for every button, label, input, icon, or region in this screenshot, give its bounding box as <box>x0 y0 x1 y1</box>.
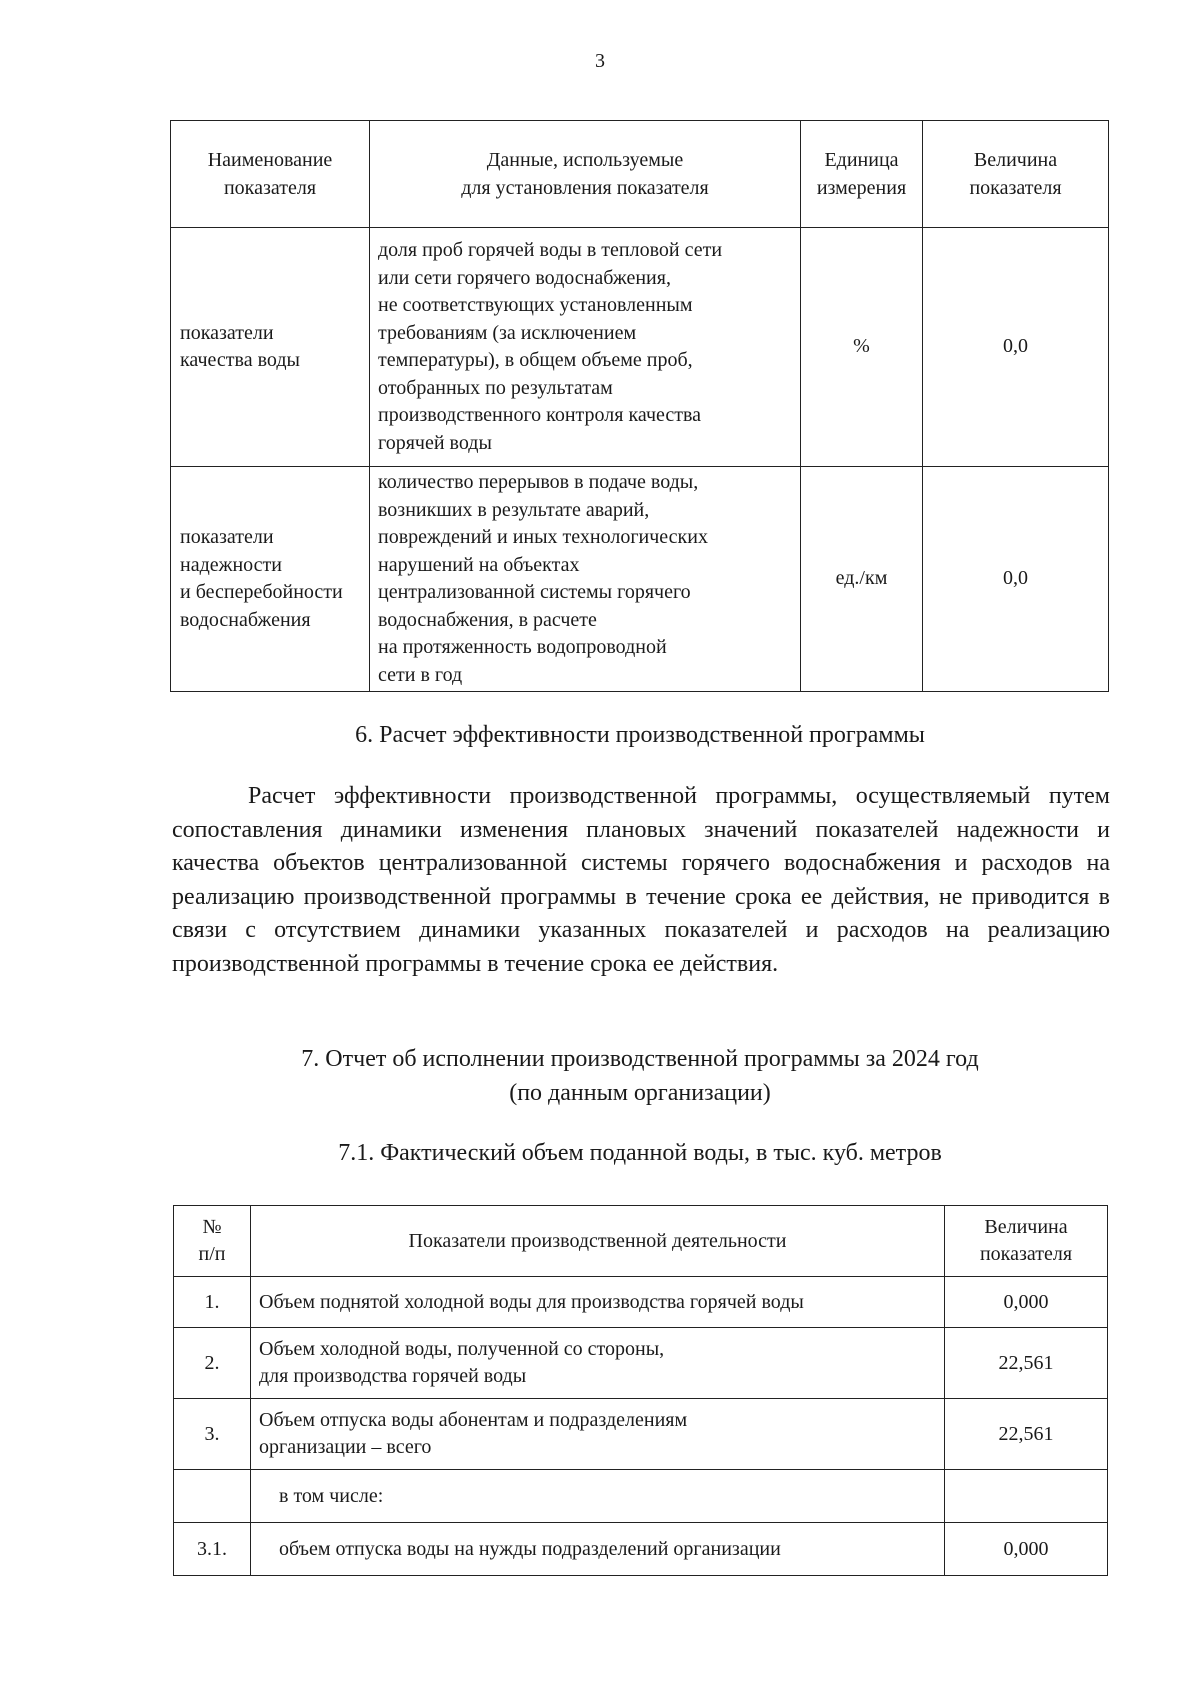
section-6-paragraph: Расчет эффективности производственной программы, осуществляемый путем сопоставления динамики изменения плановых значений показателей надежности и качества объектов централизованной системы горячего водоснабжения и расходов на реализацию производственной программы в течение срока ее действия, не приводится в связи с отсутствием динамики указанных показателей и расходов на реализацию производственной программы в течение срока ее действия. <box>172 783 1110 977</box>
quality-indicators-table <box>170 120 1109 692</box>
row-indicator: Объем поднятой холодной воды для производства горячей воды <box>251 1277 945 1328</box>
section-7-title-line1: 7. Отчет об исполнении производственной программы за 2024 год <box>301 1046 979 1072</box>
indicator-value: 0,0 <box>923 228 1109 467</box>
indicator-name: показатели качества воды <box>171 228 370 467</box>
row-num: 2. <box>174 1328 251 1399</box>
table-row <box>174 1328 1108 1399</box>
indicator-description: доля проб горячей воды в тепловой сети или сети горячего водоснабжения, не соответствующих установленным требованиям (за исключением температуры), в общем объеме проб, отобранных по результатам производственного контроля качества горячей воды <box>370 228 801 467</box>
row-indicator: Объем отпуска воды абонентам и подразделениям организации – всего <box>251 1399 945 1470</box>
row-num <box>174 1470 251 1523</box>
section-7-title-line2: (по данным организации) <box>509 1080 771 1106</box>
table-row <box>174 1470 1108 1523</box>
section-7-title <box>0 1042 1200 1110</box>
row-num: 1. <box>174 1277 251 1328</box>
indicator-unit: % <box>801 228 923 467</box>
table-row <box>174 1399 1108 1470</box>
table-header-row <box>171 121 1109 228</box>
row-num: 3.1. <box>174 1523 251 1576</box>
section-6-title: 6. Расчет эффективности производственной программы <box>355 722 925 748</box>
table-row <box>174 1277 1108 1328</box>
table-header-row <box>174 1206 1108 1277</box>
indicator-unit: ед./км <box>801 467 923 692</box>
row-value: 22,561 <box>945 1399 1108 1470</box>
row-indicator: в том числе: <box>251 1470 945 1523</box>
header-data: Данные, используемые для установления показателя <box>370 121 801 228</box>
header-indicator: Показатели производственной деятельности <box>251 1206 945 1277</box>
header-unit: Единица измерения <box>801 121 923 228</box>
table-row <box>171 467 1109 692</box>
header-value: Величина показателя <box>945 1206 1108 1277</box>
indicator-value: 0,0 <box>923 467 1109 692</box>
row-value: 22,561 <box>945 1328 1108 1399</box>
header-name: Наименование показателя <box>171 121 370 228</box>
section-7-1-subtitle: 7.1. Фактический объем поданной воды, в тыс. куб. метров <box>338 1140 942 1166</box>
header-value: Величина показателя <box>923 121 1109 228</box>
row-value <box>945 1470 1108 1523</box>
row-num: 3. <box>174 1399 251 1470</box>
page-number: 3 <box>595 50 605 72</box>
row-indicator: Объем холодной воды, полученной со стороны, для производства горячей воды <box>251 1328 945 1399</box>
table-row <box>171 228 1109 467</box>
header-num: № п/п <box>174 1206 251 1277</box>
table-row <box>174 1523 1108 1576</box>
row-indicator: объем отпуска воды на нужды подразделений организации <box>251 1523 945 1576</box>
row-value: 0,000 <box>945 1523 1108 1576</box>
indicator-description: количество перерывов в подаче воды, возникших в результате аварий, повреждений и иных технологических нарушений на объектах централизованной системы горячего водоснабжения, в расчете на протяженность водопроводной сети в год <box>370 467 801 692</box>
indicator-name: показатели надежности и бесперебойности водоснабжения <box>171 467 370 692</box>
water-volume-table <box>173 1205 1108 1576</box>
row-value: 0,000 <box>945 1277 1108 1328</box>
